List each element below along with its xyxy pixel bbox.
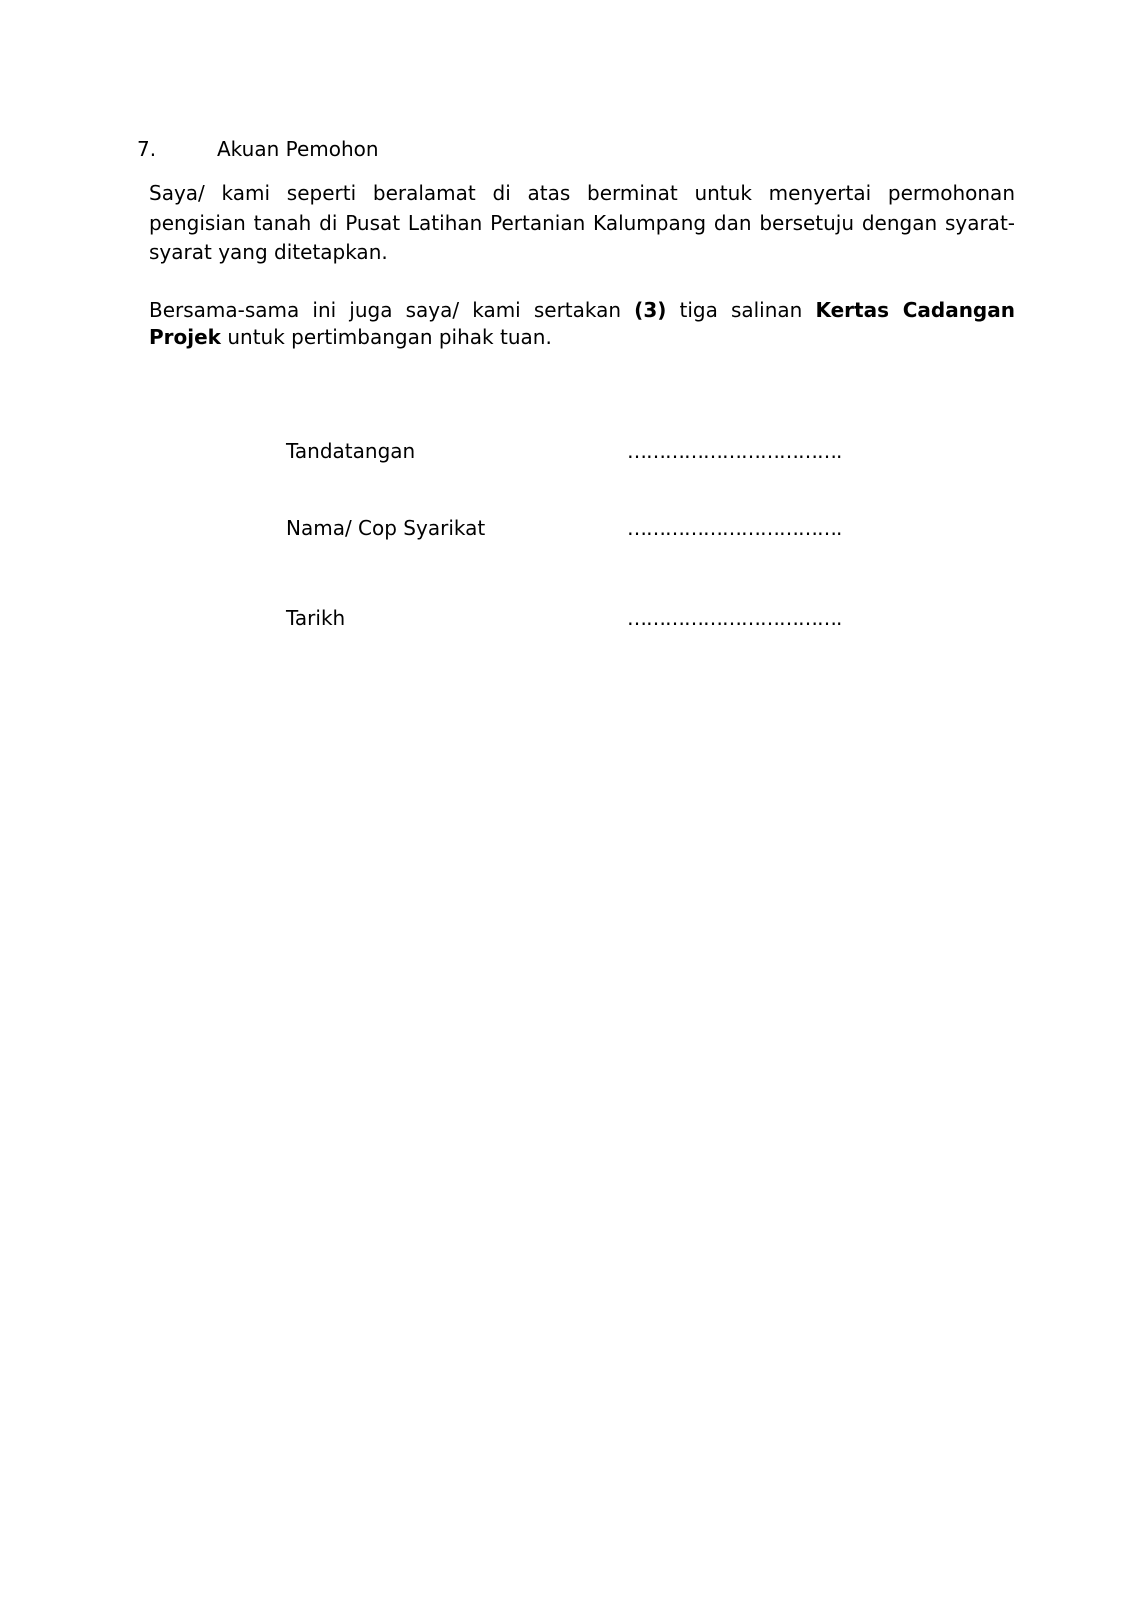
section-number: 7. <box>137 137 157 161</box>
date-label: Tarikh <box>286 606 346 630</box>
section-title: Akuan Pemohon <box>217 137 379 161</box>
section-heading <box>137 135 379 163</box>
declaration-paragraph: Saya/ kami seperti beralamat di atas berminat untuk menyertai permohonan pengisian tanah di Pusat Latihan Pertanian Kalumpang dan bersetuju dengan syarat-syarat yang ditetapkan. <box>149 181 1015 264</box>
document-name: Kertas Cadangan Projek <box>149 298 1015 349</box>
signature-label: Tandatangan <box>286 439 416 463</box>
name-stamp-label: Nama/ Cop Syarikat <box>286 516 486 540</box>
attachment-text-1: Bersama-sama ini juga saya/ kami sertakan <box>149 298 635 322</box>
signature-line: ……………………………. <box>627 439 842 463</box>
date-line: ……………………………. <box>627 606 842 630</box>
attachment-paragraph <box>149 297 1015 351</box>
attachment-text-3: untuk pertimbangan pihak tuan. <box>220 325 552 349</box>
name-stamp-line: ……………………………. <box>627 516 842 540</box>
attachment-text-2: tiga salinan <box>666 298 816 322</box>
copy-count: (3) <box>634 298 667 322</box>
